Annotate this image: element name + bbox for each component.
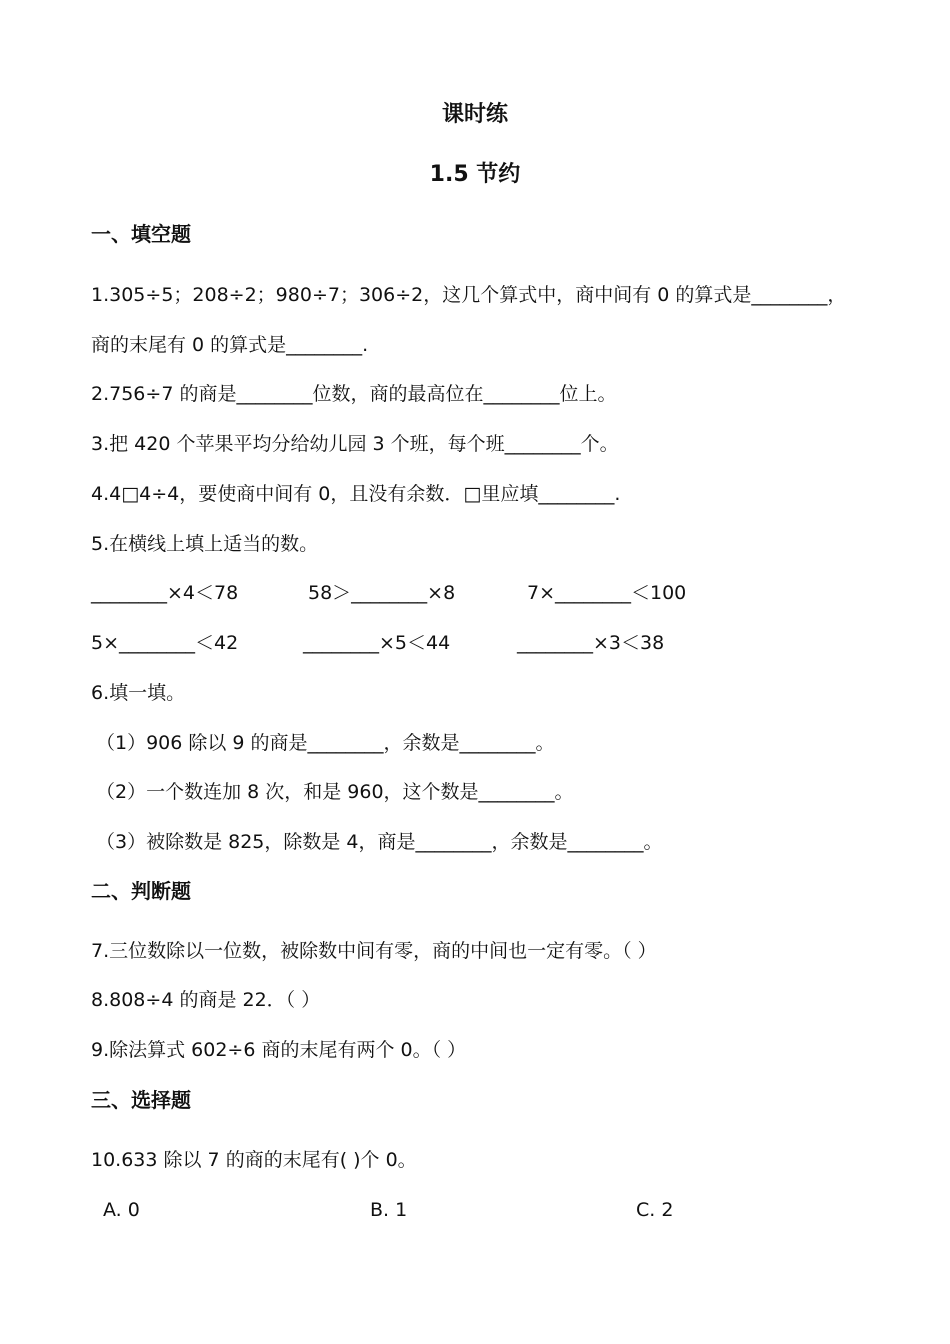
question-5-item-3: 7×________＜100 [527,582,687,604]
question-5-item-2: 58＞________×8 [308,582,456,604]
question-5-item-1: ________×4＜78 [91,582,239,604]
question-10: 10.633 除以 7 的商的末尾有( )个 0。 [91,1149,417,1171]
question-3: 3.把 420 个苹果平均分给幼儿园 3 个班，每个班________个。 [91,433,619,455]
question-7: 7.三位数除以一位数，被除数中间有零，商的中间也一定有零。（ ） [91,940,657,962]
section-heading-choice: 三、选择题 [91,1088,191,1112]
question-2: 2.756÷7 的商是________位数，商的最高位在________位上。 [91,383,617,405]
question-6-part-1: （1）906 除以 9 的商是________，余数是________。 [96,732,555,754]
question-10-option-b: B. 1 [370,1199,408,1221]
document-title: 课时练 [441,102,508,127]
question-5-item-5: ________×5＜44 [303,632,451,654]
question-9: 9.除法算式 602÷6 商的末尾有两个 0。（ ） [91,1039,467,1061]
question-1-line-2: 商的末尾有 0 的算式是________. [91,334,369,356]
question-4: 4.4□4÷4，要使商中间有 0，且没有余数．□里应填________. [91,483,621,505]
question-6-part-2: （2）一个数连加 8 次，和是 960，这个数是________。 [96,781,574,803]
question-10-option-c: C. 2 [636,1199,674,1221]
question-6: 6.填一填。 [91,682,186,704]
question-1-line-1: 1.305÷5；208÷2；980÷7；306÷2，这几个算式中，商中间有 0 的算式是________， [91,284,847,306]
document-subtitle: 1.5 节约 [429,162,521,187]
question-5-item-4: 5×________＜42 [91,632,239,654]
question-6-part-3: （3）被除数是 825，除数是 4，商是________，余数是________。 [96,831,663,853]
question-8: 8.808÷4 的商是 22．（ ） [91,989,321,1011]
question-10-option-a: A. 0 [103,1199,140,1221]
question-5: 5.在横线上填上适当的数。 [91,533,319,555]
section-heading-judge: 二、判断题 [91,879,191,903]
question-5-item-6: ________×3＜38 [517,632,665,654]
section-heading-fill: 一、填空题 [91,222,191,246]
